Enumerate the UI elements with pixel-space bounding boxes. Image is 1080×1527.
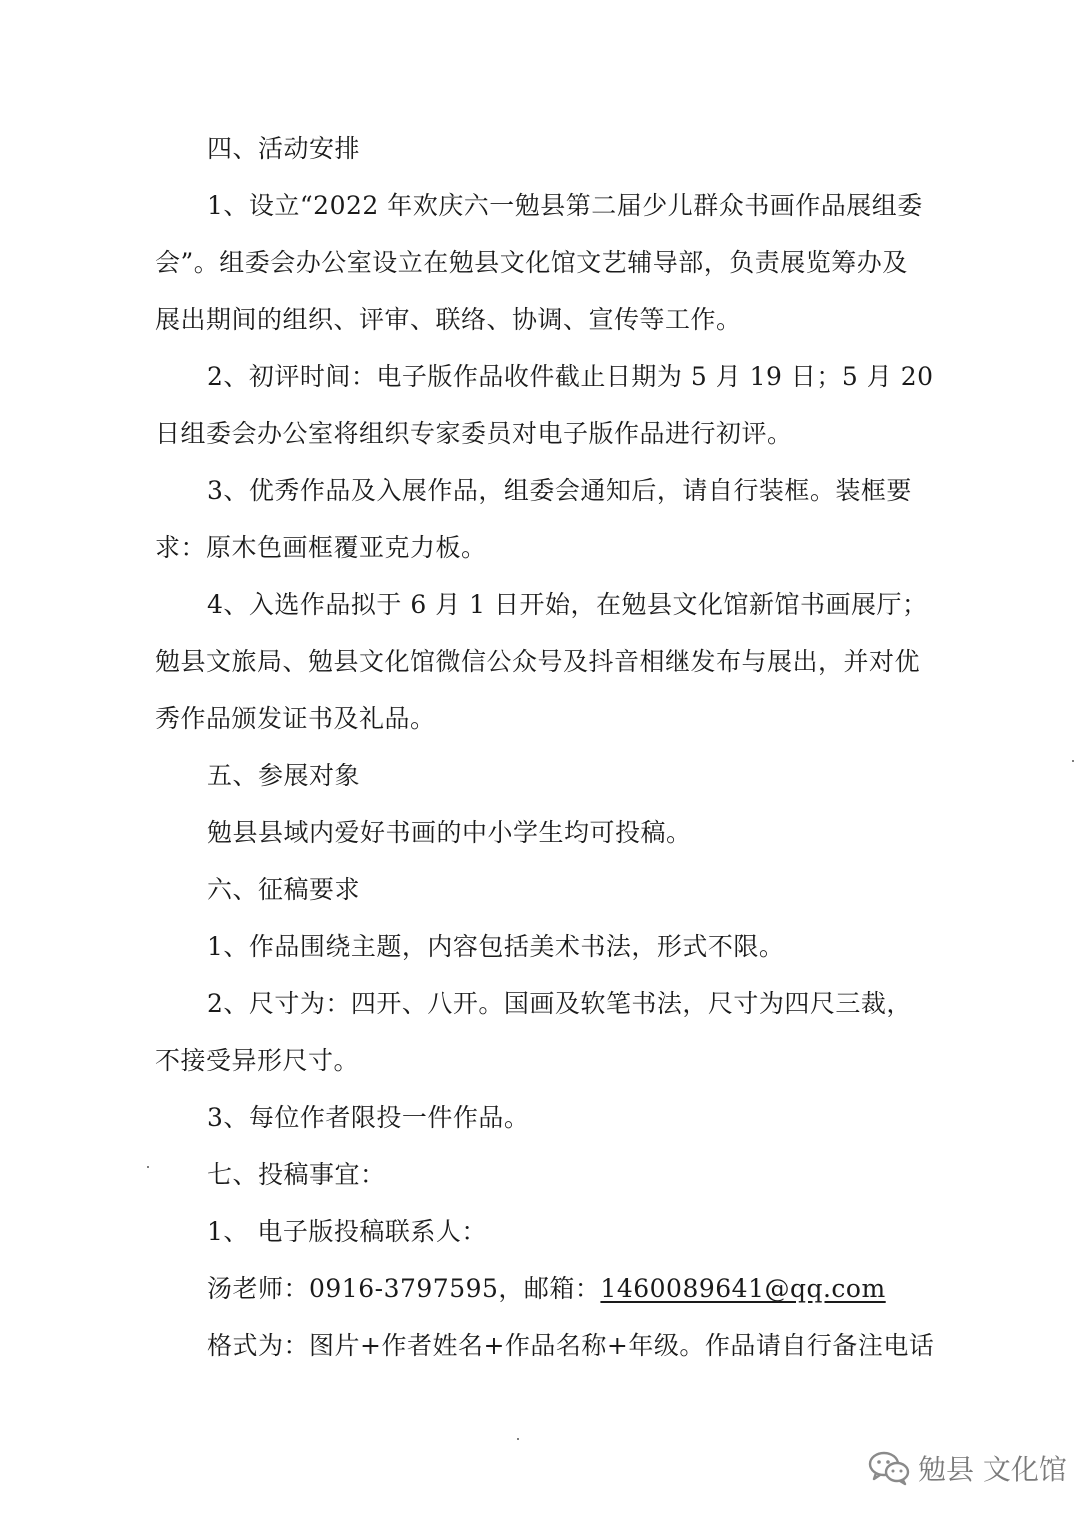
contact-teacher-phone: 汤老师：0916-3797595，邮箱： bbox=[207, 1274, 601, 1303]
paragraph-line: 秀作品颁发证书及礼品。 bbox=[155, 704, 436, 733]
scan-speck bbox=[1072, 760, 1074, 762]
paragraph-line: 日组委会办公室将组织专家委员对电子版作品进行初评。 bbox=[155, 419, 793, 448]
paragraph-line: 3、每位作者限投一件作品。 bbox=[207, 1103, 530, 1132]
contact-email[interactable]: 1460089641@qq.com bbox=[600, 1274, 886, 1303]
section-heading-submission: 七、投稿事宜： bbox=[207, 1160, 386, 1189]
paragraph-line: 3、优秀作品及入展作品，组委会通知后，请自行装框。装框要 bbox=[207, 476, 912, 505]
paragraph-line: 展出期间的组织、评审、联络、协调、宣传等工作。 bbox=[155, 305, 742, 334]
paragraph-line: 勉县文旅局、勉县文化馆微信公众号及抖音相继发布与展出，并对优 bbox=[155, 647, 921, 676]
section-heading-activity: 四、活动安排 bbox=[207, 134, 361, 163]
watermark-text: 勉县 文化馆 bbox=[918, 1453, 1067, 1486]
section-heading-requirements: 六、征稿要求 bbox=[207, 875, 361, 904]
contact-line bbox=[207, 1272, 886, 1306]
paragraph-line: 会”。组委会办公室设立在勉县文化馆文艺辅导部，负责展览筹办及 bbox=[155, 248, 908, 277]
paragraph-line: 求：原木色画框覆亚克力板。 bbox=[155, 533, 487, 562]
paragraph-line: 不接受异形尺寸。 bbox=[155, 1046, 360, 1075]
section-heading-participants: 五、参展对象 bbox=[207, 761, 361, 790]
paragraph-line: 1、作品围绕主题，内容包括美术书法，形式不限。 bbox=[207, 932, 785, 961]
wechat-icon bbox=[868, 1450, 910, 1486]
paragraph-line: 勉县县域内爱好书画的中小学生均可投稿。 bbox=[207, 818, 692, 847]
paragraph-line: 2、尺寸为：四开、八开。国画及软笔书法，尺寸为四尺三裁， bbox=[207, 989, 912, 1018]
paragraph-line: 2、初评时间：电子版作品收件截止日期为 5 月 19 日；5 月 20 bbox=[207, 362, 934, 391]
scan-speck bbox=[517, 1438, 519, 1440]
paragraph-line: 1、设立“2022 年欢庆六一勉县第二届少儿群众书画作品展组委 bbox=[207, 191, 923, 220]
scan-speck bbox=[147, 1166, 149, 1168]
wechat-watermark bbox=[868, 1448, 1067, 1488]
paragraph-line: 4、入选作品拟于 6 月 1 日开始，在勉县文化馆新馆书画展厅； bbox=[207, 590, 928, 619]
paragraph-line: 1、 电子版投稿联系人： bbox=[207, 1217, 487, 1246]
paragraph-line: 格式为：图片+作者姓名+作品名称+年级。作品请自行备注电话 bbox=[207, 1331, 935, 1360]
